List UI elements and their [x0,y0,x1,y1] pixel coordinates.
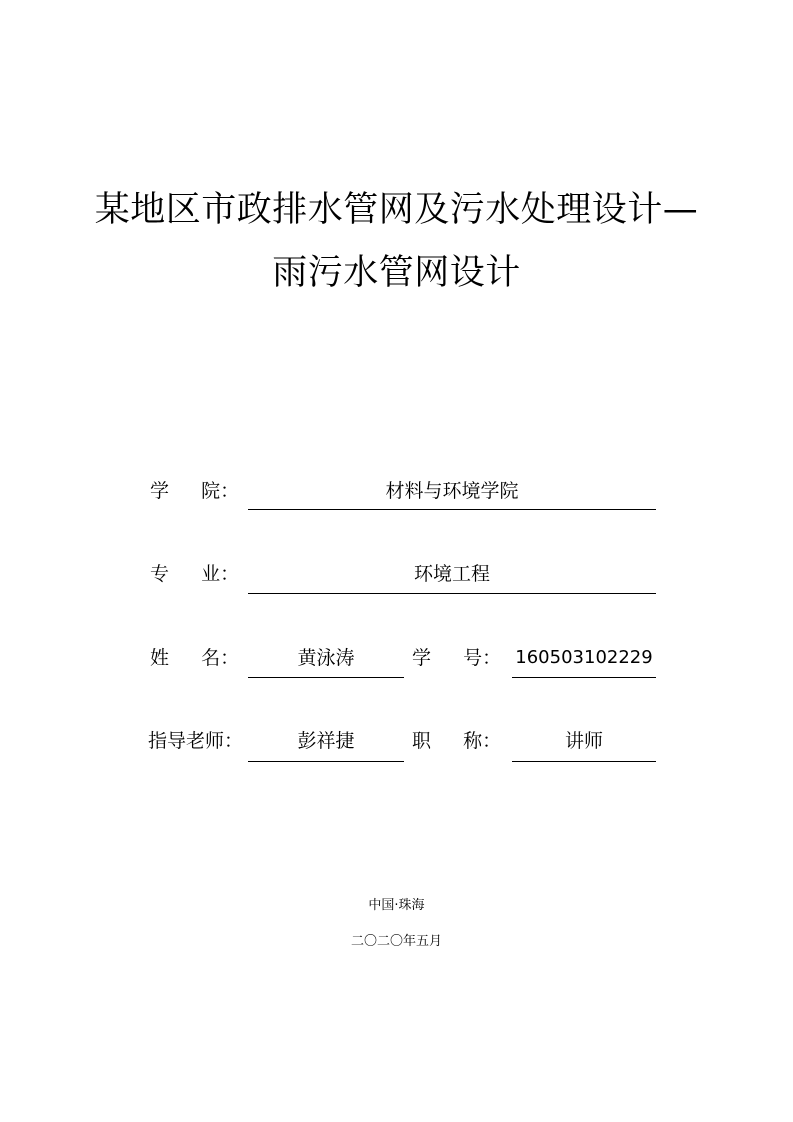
student-id-value: 160503102229 [515,647,653,668]
title-rank-underline [512,761,656,762]
advisor-underline [248,761,404,762]
footer-location: 中国·珠海 [368,898,425,913]
footer-date: 二〇二〇年五月 [350,934,442,949]
student-id-label: 学 号： [412,647,502,669]
name-label: 姓 名： [150,647,240,669]
title-rank-value: 讲师 [564,730,603,752]
name-value: 黄泳涛 [297,647,355,669]
thesis-title-line-1: 某地区市政排水管网及污水处理设计— [94,190,699,230]
major-label: 专 业： [150,563,240,585]
college-label: 学 院： [150,480,240,502]
student-id-underline [512,677,656,678]
major-underline [248,593,656,594]
advisor-value: 彭祥捷 [297,730,355,752]
college-underline [248,509,656,510]
title-rank-label: 职 称： [412,730,502,752]
advisor-label: 指导老师： [148,730,244,752]
thesis-title-line-2: 雨污水管网设计 [272,253,521,293]
college-value: 材料与环境学院 [385,480,519,502]
name-underline [248,677,404,678]
major-value: 环境工程 [413,563,490,585]
